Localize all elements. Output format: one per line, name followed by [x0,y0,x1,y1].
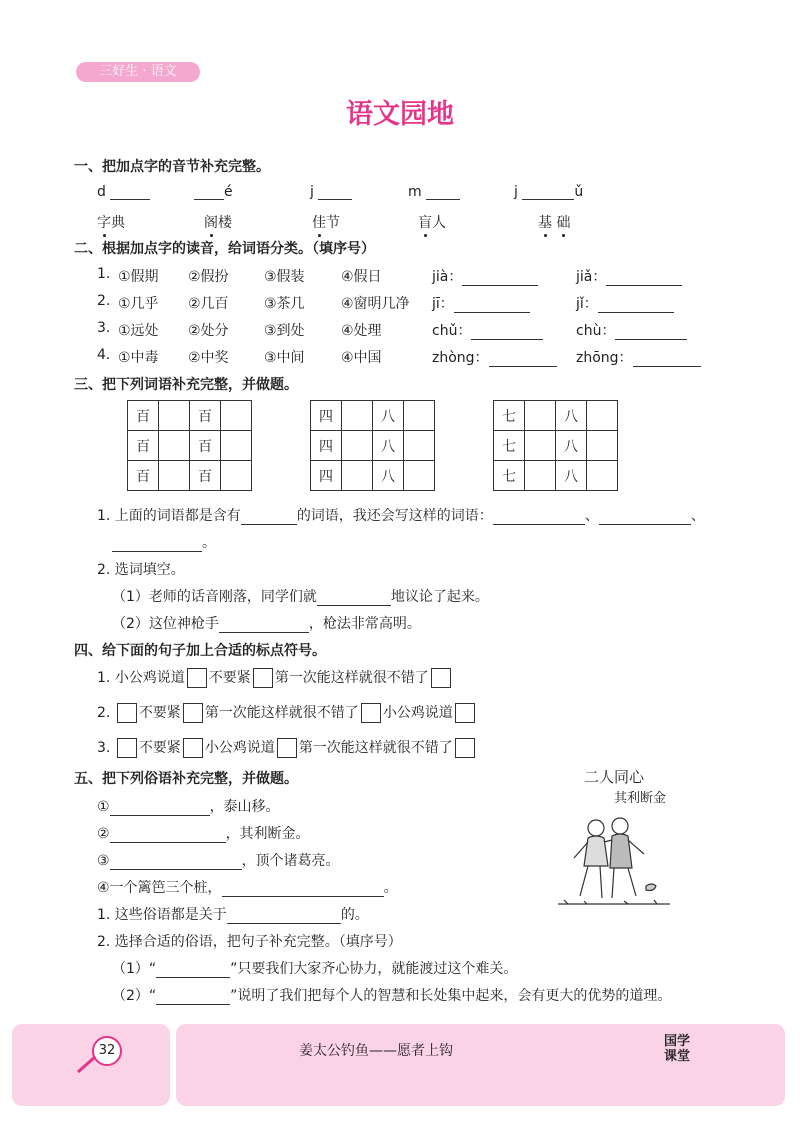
illustration-caption-2: 其利断金 [613,791,666,806]
s2-r1-item4: ④假日 [341,269,382,285]
proverb-2[interactable]: ② ，其利断金。 [97,826,310,842]
s2-row-1: 1. [97,266,111,282]
footer-badge-line2: 课堂 [664,1049,691,1064]
section-4-heading: 四、给下面的句子加上合适的标点符号。 [74,643,326,659]
word-grid-1[interactable]: 百 百 百 百 百 百 [127,400,252,491]
pinyin-blank-2[interactable]: é [194,184,233,200]
s2-r1-item2: ②假扮 [188,269,229,285]
proverb-illustration [554,766,674,914]
footer-right-panel [176,1024,785,1106]
two-people-drawing [554,806,674,910]
footer-badge [664,1034,690,1064]
s3-question-1-cont[interactable]: 。 [112,532,216,552]
illustration-caption-1: 二人同心 [583,768,644,786]
s2-r4-item3: ③中间 [264,350,305,366]
s3-question-1[interactable]: 1. 上面的词语都是含有 的词语，我还会写这样的词语： 、 、 [97,508,705,524]
pinyin-blank-4[interactable]: m [408,184,460,200]
s2-r2-answer1[interactable]: jī： [432,293,530,313]
punct-row-2[interactable]: 2. 不要紧 第一次能这样就很不错了 小公鸡说道 [97,702,477,723]
footer-badge-line1: 国学 [664,1034,691,1049]
proverb-4[interactable]: ④一个篱笆三个桩， 。 [97,880,398,896]
word-3: 佳节 [312,215,340,231]
punct-row-3[interactable]: 3. 不要紧 小公鸡说道 第一次能这样就很不错了 [97,737,477,758]
s2-r2-answer2[interactable]: jǐ： [576,293,674,313]
section-2-heading: 二、根据加点字的读音，给词语分类。（填序号） [74,241,375,257]
s2-row-2: 2. [97,293,111,309]
s2-r2-item3: ③茶几 [264,296,305,312]
s2-r4-answer1[interactable]: zhòng： [432,347,557,367]
page-number: 32 [92,1036,122,1066]
word-grid-3[interactable]: 七 八 七 八 七 八 [493,400,618,491]
s5-question-1[interactable]: 1. 这些俗语都是关于 的。 [97,907,369,923]
pinyin-blank-3[interactable]: j [310,184,352,200]
s5-question-2a[interactable]: （1）“ ”只要我们大家齐心协力，就能渡过这个难关。 [112,961,518,977]
proverb-3[interactable]: ③ ，顶个诸葛亮。 [97,853,340,869]
footer-caption: 姜太公钓鱼——愿者上钩 [299,1043,453,1059]
s2-r2-item4: ④窗明几净 [341,296,410,312]
s2-r3-item2: ②处分 [188,323,229,339]
s2-r1-item1: ①假期 [118,269,159,285]
s2-r4-answer2[interactable]: zhōng： [576,347,701,367]
s2-r4-item1: ①中毒 [118,350,159,366]
s2-r4-item2: ②中奖 [188,350,229,366]
s3-question-2: 2. 选词填空。 [97,562,185,578]
word-4: 盲人 [418,215,446,231]
word-2: 阁楼 [204,215,232,231]
word-grid-2[interactable]: 四 八 四 八 四 八 [310,400,435,491]
section-5-heading: 五、把下列俗语补充完整，并做题。 [74,771,298,787]
s2-r1-answer1[interactable]: jià： [432,266,538,286]
section-1-heading: 一、把加点字的音节补充完整。 [74,159,270,175]
proverb-1[interactable]: ① ，泰山移。 [97,799,280,815]
section-3-heading: 三、把下列词语补充完整，并做题。 [74,377,298,393]
page-title: 语文园地 [346,99,454,130]
s2-row-3: 3. [97,320,111,336]
word-5: 基 础 [538,215,571,231]
punct-row-1[interactable]: 1. 小公鸡说道 不要紧 第一次能这样就很不错了 [97,667,453,688]
s2-r3-answer1[interactable]: chǔ： [432,320,543,340]
pinyin-blank-5[interactable]: j ǔ [514,184,584,200]
s3-question-2a[interactable]: （1）老师的话音刚落，同学们就 地议论了起来。 [112,589,489,605]
s2-r4-item4: ④中国 [341,350,382,366]
s2-r3-item3: ③到处 [264,323,305,339]
s2-r2-item2: ②几百 [188,296,229,312]
s5-question-2b[interactable]: （2）“ ”说明了我们把每个人的智慧和长处集中起来，会有更大的优势的道理。 [112,988,672,1004]
s3-question-2b[interactable]: （2）这位神枪手 ，枪法非常高明。 [112,616,421,632]
s2-r3-item1: ①远处 [118,323,159,339]
pinyin-blank-1[interactable]: d [97,184,150,200]
s5-question-2: 2. 选择合适的俗语，把句子补充完整。（填序号） [97,934,402,950]
word-1: 字典 [97,215,125,231]
s2-row-4: 4. [97,347,111,363]
s2-r3-item4: ④处理 [341,323,382,339]
s2-r3-answer2[interactable]: chù： [576,320,687,340]
s2-r1-item3: ③假装 [264,269,305,285]
series-tag: 三好生 · 语文 [76,62,200,82]
s2-r1-answer2[interactable]: jiǎ： [576,266,682,286]
s2-r2-item1: ①几乎 [118,296,159,312]
